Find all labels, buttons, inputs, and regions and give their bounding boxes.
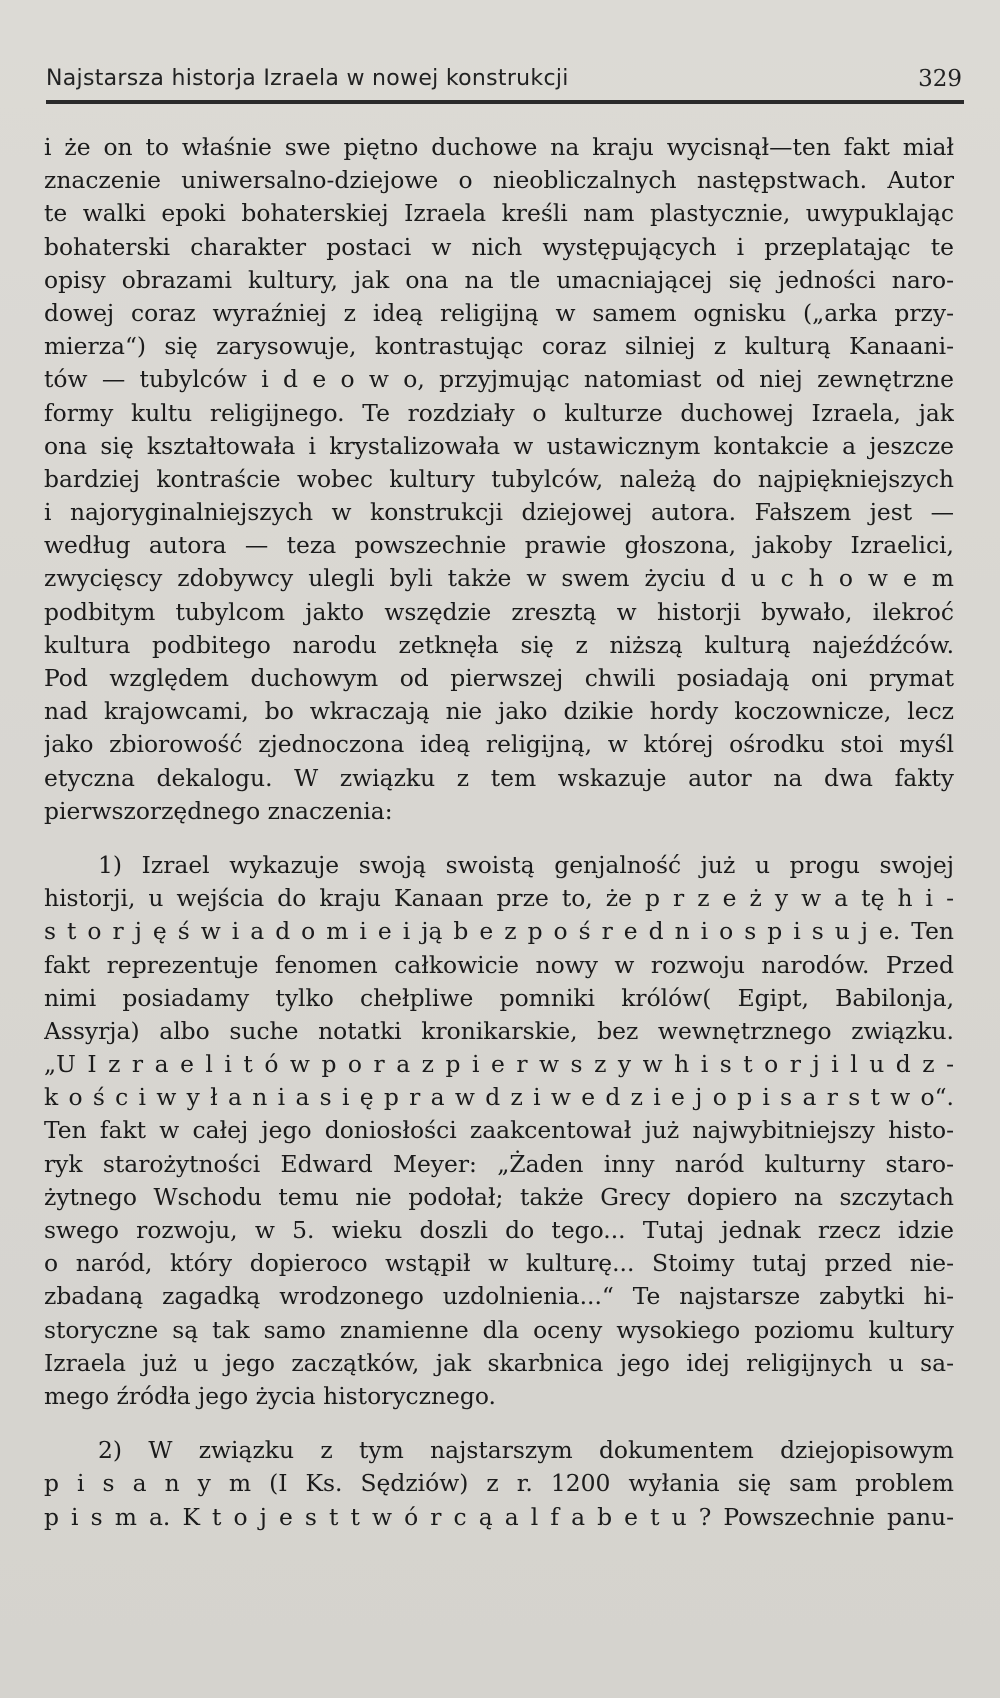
text-line: i że on to właśnie swe piętno duchowe na kraju wycisnął—ten fakt miał — [44, 133, 954, 161]
text-line: historji, u wejścia do kraju Kanaan prze to, że p r z e ż y w a tę h i - — [44, 884, 954, 913]
text-line: zwycięscy zdobywcy ulegli byli także w swem życiu d u c h o w e m — [44, 564, 954, 593]
text-line: nad krajowcami, bo wkraczają nie jako dzikie hordy koczownicze, lecz — [44, 697, 954, 726]
text-line: dowej coraz wyraźniej z ideą religijną w samem ognisku („arka przy- — [44, 298, 954, 327]
text-line: Ten fakt w całej jego doniosłości zaakcentował już najwybitniejszy histo- — [44, 1116, 954, 1145]
text-line: ryk starożytności Edward Meyer: „Żaden inny naród kulturny staro- — [44, 1149, 954, 1178]
text-line: „U I z r a e l i t ó w p o r a z p i e r w s z y w h i s t o r j i l u d z - — [44, 1050, 954, 1079]
text-line: ona się kształtowała i krystalizowała w ustawicznym kontakcie a jeszcze — [44, 431, 954, 460]
page-header — [46, 62, 964, 106]
text-line: znaczenie uniwersalno-dziejowe o nieobliczalnych następstwach. Autor — [44, 166, 954, 195]
text-line: o naród, który dopieroco wstąpił w kulturę... Stoimy tutaj przed nie- — [44, 1249, 954, 1278]
text-line: i najoryginalniejszych w konstrukcji dziejowej autora. Fałszem jest — — [44, 498, 954, 527]
body-text — [44, 131, 954, 1534]
text-line: k o ś c i w y ł a n i a s i ę p r a w d z i w e d z i e j o p i s a r s t w o“. — [44, 1083, 954, 1112]
text-line: kultura podbitego narodu zetknęła się z niższą kulturą najeźdźców. — [44, 630, 954, 659]
text-line: bohaterski charakter postaci w nich występujących i przeplatając te — [44, 232, 954, 261]
text-line: 2) W związku z tym najstarszym dokumentem dziejopisowym — [98, 1436, 954, 1465]
text-line: p i s a n y m (I Ks. Sędziów) z r. 1200 wyłania się sam problem — [44, 1469, 954, 1498]
text-line: mierza“) się zarysowuje, kontrastując coraz silniej z kulturą Kanaani- — [44, 332, 954, 361]
text-line: p i s m a. K t o j e s t t w ó r c ą a l f a b e t u ? Powszechnie panu- — [44, 1502, 954, 1531]
text-line: według autora — teza powszechnie prawie głoszona, jakoby Izraelici, — [44, 531, 954, 560]
text-line: mego źródła jego życia historycznego. — [44, 1381, 496, 1410]
paragraph-1 — [44, 131, 954, 828]
text-line: opisy obrazami kultury, jak ona na tle umacniającej się jedności naro- — [44, 265, 954, 294]
running-title: Najstarsza historja Izraela w nowej konstrukcji — [46, 66, 569, 91]
text-line: 1) Izrael wykazuje swoją swoistą genjalność już u progu swojej — [98, 850, 954, 879]
text-line: nimi posiadamy tylko chełpliwe pomniki królów( Egipt, Babilonja, — [44, 983, 954, 1012]
text-line: Izraela już u jego zaczątków, jak skarbnica jego idej religijnych u sa- — [44, 1348, 954, 1377]
paragraph-3 — [44, 1434, 954, 1534]
paragraph-2 — [44, 849, 954, 1413]
text-line: Assyrja) albo suche notatki kronikarskie, bez wewnętrznego związku. — [44, 1016, 954, 1045]
text-line: storyczne są tak samo znamienne dla oceny wysokiego poziomu kultury — [44, 1315, 954, 1344]
text-line: Pod względem duchowym od pierwszej chwili posiadają oni prymat — [44, 664, 954, 692]
text-line: formy kultu religijnego. Te rozdziały o kulturze duchowej Izraela, jak — [44, 398, 954, 427]
text-line: żytnego Wschodu temu nie podołał; także Grecy dopiero na szczytach — [44, 1182, 954, 1211]
text-line: jako zbiorowość zjednoczona ideą religijną, w której ośrodku stoi myśl — [44, 730, 954, 759]
text-line: swego rozwoju, w 5. wieku doszli do tego... Tutaj jednak rzecz idzie — [44, 1216, 954, 1244]
header-rule — [46, 100, 964, 104]
text-line: pierwszorzędnego znaczenia: — [44, 796, 393, 825]
text-line: zbadaną zagadką wrodzonego uzdolnienia...“ Te najstarsze zabytki hi- — [44, 1282, 954, 1311]
text-line: te walki epoki bohaterskiej Izraela kreśli nam plastycznie, uwypuklając — [44, 199, 954, 228]
text-line: s t o r j ę ś w i a d o m i e i ją b e z p o ś r e d n i o s p i s u j e. Ten — [44, 917, 954, 946]
text-line: bardziej kontraście wobec kultury tubylców, należą do najpiękniejszych — [44, 464, 954, 493]
text-line: fakt reprezentuje fenomen całkowicie nowy w rozwoju narodów. Przed — [44, 950, 954, 979]
text-line: etyczna dekalogu. W związku z tem wskazuje autor na dwa fakty — [44, 763, 954, 792]
page-number: 329 — [918, 66, 962, 92]
text-line: podbitym tubylcom jakto wszędzie zresztą w historji bywało, ilekroć — [44, 597, 954, 626]
text-line: tów — tubylców i d e o w o, przyjmując natomiast od niej zewnętrzne — [44, 365, 954, 394]
